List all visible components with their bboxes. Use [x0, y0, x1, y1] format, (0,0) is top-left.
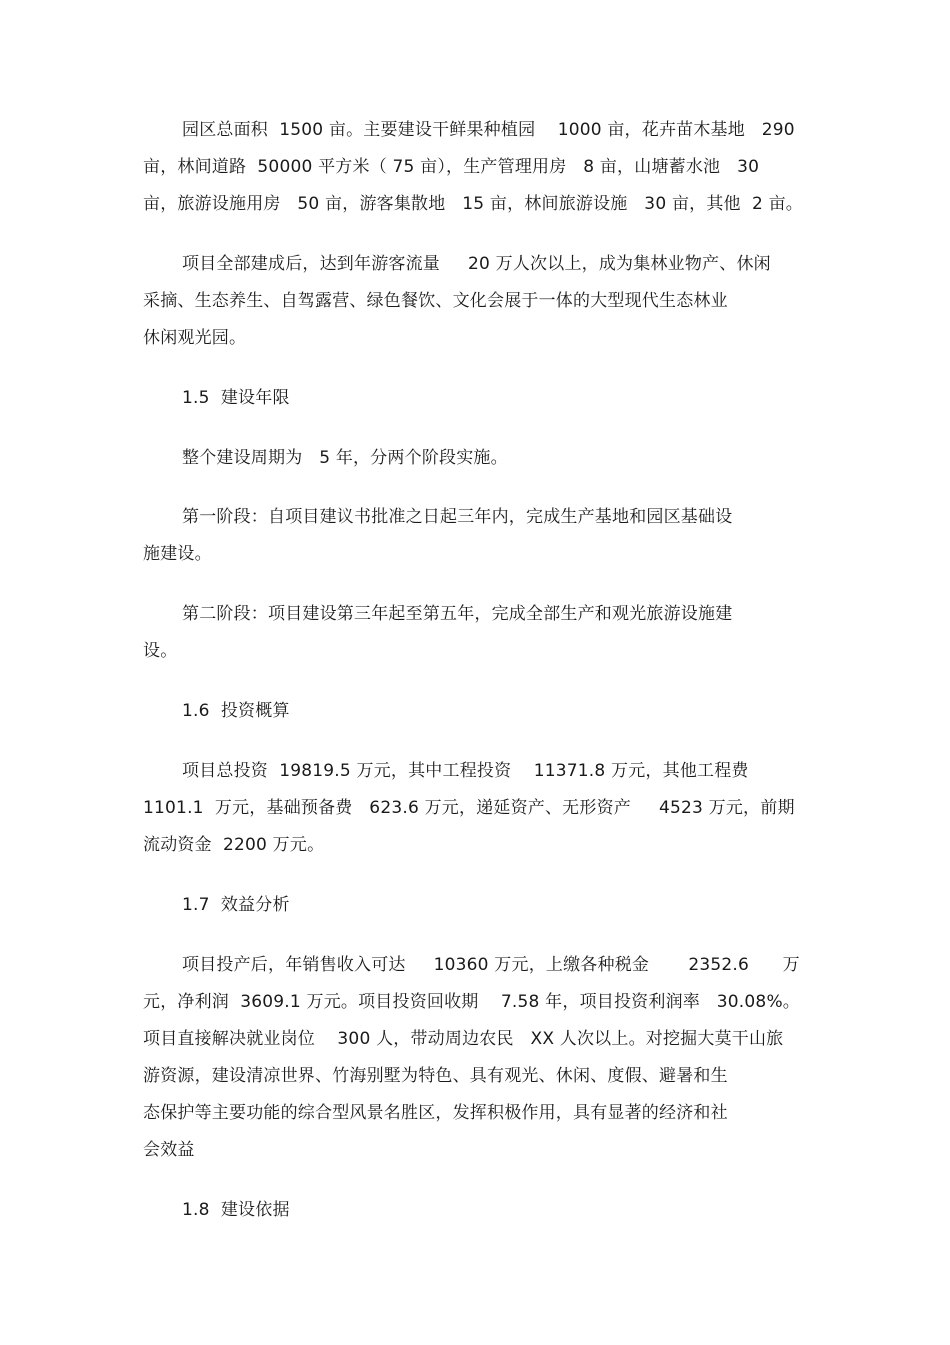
paragraph-7-line-2: 元，净利润 3609.1 万元。项目投资回收期 7.58 年，项目投资利润率 30.08%。: [143, 992, 800, 1012]
paragraph-2-line-1: 项目全部建成后，达到年游客流量 20 万人次以上，成为集林业物产、休闲: [182, 254, 771, 274]
section-heading-1-7: 1.7 效益分析: [182, 895, 290, 915]
paragraph-7-line-5: 态保护等主要功能的综合型风景名胜区，发挥积极作用，具有显著的经济和社: [143, 1103, 728, 1123]
paragraph-2-line-3: 休闲观光园。: [143, 328, 247, 348]
paragraph-7-line-3: 项目直接解决就业岗位 300 人，带动周边农民 XX 人次以上。对挖掘大莫干山旅: [143, 1029, 784, 1049]
paragraph-6-line-2: 1101.1 万元，基础预备费 623.6 万元，递延资产、无形资产 4523 万元，前期: [143, 798, 795, 818]
section-heading-1-6: 1.6 投资概算: [182, 701, 290, 721]
paragraph-4-line-1: 第一阶段：自项目建议书批准之日起三年内，完成生产基地和园区基础设: [182, 507, 733, 527]
paragraph-2-line-2: 采摘、生态养生、自驾露营、绿色餐饮、文化会展于一体的大型现代生态林业: [143, 291, 728, 311]
paragraph-6-line-3: 流动资金 2200 万元。: [143, 835, 325, 855]
paragraph-7-line-4: 游资源，建设清凉世界、竹海别墅为特色、具有观光、休闲、度假、避暑和生: [143, 1066, 728, 1086]
paragraph-5-line-1: 第二阶段：项目建设第三年起至第五年，完成全部生产和观光旅游设施建: [182, 604, 733, 624]
paragraph-7-line-1: 项目投产后，年销售收入可达 10360 万元，上缴各种税金 2352.6 万: [182, 955, 800, 975]
section-heading-1-5: 1.5 建设年限: [182, 388, 290, 408]
paragraph-5-line-2: 设。: [143, 641, 178, 661]
paragraph-1-line-3: 亩，旅游设施用房 50 亩，游客集散地 15 亩，林间旅游设施 30 亩，其他 2 亩。: [143, 194, 803, 214]
paragraph-1-line-2: 亩，林间道路 50000 平方米（ 75 亩），生产管理用房 8 亩，山塘蓄水池 30: [143, 157, 760, 177]
paragraph-6-line-1: 项目总投资 19819.5 万元，其中工程投资 11371.8 万元，其他工程费: [182, 761, 749, 781]
paragraph-3-line-1: 整个建设周期为 5 年，分两个阶段实施。: [182, 448, 508, 468]
paragraph-7-line-6: 会效益: [143, 1140, 195, 1160]
section-heading-1-8: 1.8 建设依据: [182, 1200, 290, 1220]
paragraph-1-line-1: 园区总面积 1500 亩。主要建设干鲜果种植园 1000 亩，花卉苗木基地 290: [182, 120, 795, 140]
paragraph-4-line-2: 施建设。: [143, 544, 212, 564]
